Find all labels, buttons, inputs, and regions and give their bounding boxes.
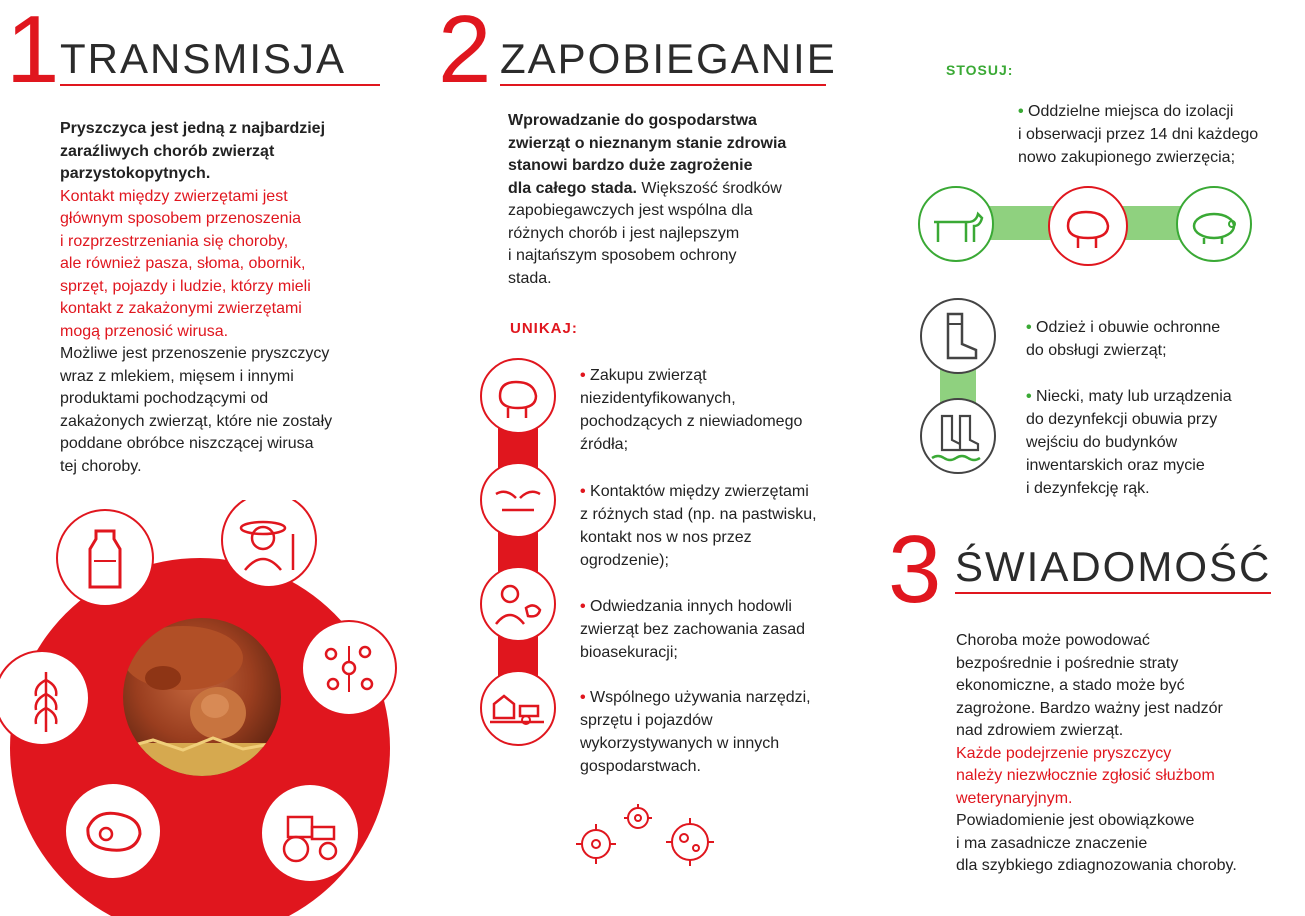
section1-red-line: i rozprzestrzeniania się choroby,: [60, 232, 289, 250]
avoid-item-line: • Zakupu zwierząt: [580, 364, 860, 387]
section1-plain-line: zakażonych zwierząt, które nie zostały: [60, 412, 333, 430]
avoid-item-line: sprzętu i pojazdów: [580, 712, 713, 729]
apply-item-line: • Niecki, maty lub urządzenia: [1026, 385, 1296, 408]
section1-number: 1: [6, 0, 60, 103]
section3-line: bezpośrednie i pośrednie straty: [956, 654, 1179, 672]
section1-red-line: Kontakt między zwierzętami jest: [60, 187, 288, 205]
sheep-icon: [1048, 186, 1128, 266]
avoid-item-line: ogrodzenie);: [580, 552, 669, 569]
apply-item-line: i obserwacji przez 14 dni każdego: [1018, 126, 1259, 143]
apply-label: STOSUJ:: [946, 62, 1014, 78]
section3-line: Powiadomienie jest obowiązkowe: [956, 812, 1195, 829]
section1-plain-line: Możliwe jest przenoszenie pryszczycy: [60, 345, 330, 362]
avoid-item-line: bioasekuracji;: [580, 644, 678, 661]
section1-text: [60, 118, 390, 478]
avoid-item: [580, 480, 870, 572]
disinfection-boots-icon: [920, 398, 996, 474]
avoid-item-line: niezidentyfikowanych,: [580, 390, 736, 407]
avoid-item-line: źródła;: [580, 436, 629, 453]
avoid-icon-column: [478, 358, 558, 748]
section3-number: 3: [888, 516, 942, 623]
avoid-item-line: pochodzących z niewiadomego: [580, 413, 803, 430]
apply-item-line: nowo zakupionego zwierzęcia;: [1018, 149, 1236, 166]
section3-line: Choroba może powodować: [956, 632, 1150, 649]
meat-icon: [64, 782, 162, 880]
avoid-item: [580, 686, 870, 778]
cow-icon: [918, 186, 994, 262]
section2-intro-mixed-line: [508, 178, 848, 201]
section1-red-line: głównym sposobem przenoszenia: [60, 210, 302, 227]
avoid-item-line: z różnych stad (np. na pastwisku,: [580, 506, 817, 523]
section3-line: i ma zasadnicze znaczenie: [956, 834, 1148, 852]
section3-rule: [955, 592, 1271, 594]
apply-item-line: • Odzież i obuwie ochronne: [1026, 316, 1286, 339]
section3-title: ŚWIADOMOŚĆ: [955, 543, 1272, 590]
section2-intro-line: stada.: [508, 269, 552, 287]
apply-item-line: do obsługi zwierząt;: [1026, 342, 1167, 359]
avoid-item-line: wykorzystywanych w innych: [580, 735, 780, 752]
section3-red-line: weterynaryjnym.: [956, 789, 1073, 807]
section2-intro: [508, 110, 848, 290]
section1-rule: [60, 84, 380, 86]
pig-icon: [1176, 186, 1252, 262]
sheep-icon: [480, 358, 556, 434]
section1-intro-line: Pryszczyca jest jedną z najbardziej: [60, 120, 326, 137]
virus-icon: [301, 620, 397, 716]
section2-number: 2: [438, 0, 492, 103]
farm-vehicles-icon: [480, 670, 556, 746]
section3-line: dla szybkiego zdiagnozowania choroby.: [956, 857, 1237, 874]
avoid-item-line: • Kontaktów między zwierzętami: [580, 480, 870, 503]
section3-red-line: Każde podejrzenie pryszczycy: [956, 744, 1172, 762]
protective-boots-column: [918, 296, 998, 480]
farmer-with-animal-icon: [480, 566, 556, 642]
milk-bottle-icon: [56, 509, 154, 607]
avoid-item-line: • Wspólnego używania narzędzi,: [580, 686, 870, 709]
section3-line: ekonomiczne, a stado może być: [956, 677, 1185, 694]
section1-red-line: mogą przenosić wirusa.: [60, 322, 229, 340]
avoid-item-line: • Odwiedzania innych hodowli: [580, 595, 870, 618]
section1-plain-line: wraz z mlekiem, mięsem i innymi: [60, 367, 294, 385]
avoid-label: UNIKAJ:: [510, 320, 578, 337]
avoid-item-line: zwierząt bez zachowania zasad: [580, 621, 806, 638]
section2-intro-line: zapobiegawczych jest wspólna dla: [508, 202, 753, 219]
avoid-item: [580, 364, 860, 456]
section1-intro-line: zaraźliwych chorób zwierząt: [60, 142, 275, 160]
section1-intro-line: parzystokopytnych.: [60, 165, 211, 182]
apply-item-line: do dezynfekcji obuwia przy: [1026, 411, 1218, 428]
wheat-icon: [0, 650, 90, 746]
avoid-item: [580, 595, 870, 664]
cow-and-calf-photo: [123, 618, 281, 776]
apply-item-line: • Oddzielne miejsca do izolacji: [1018, 100, 1302, 123]
section2-intro-line: Wprowadzanie do gospodarstwa: [508, 112, 757, 129]
avoid-connector-bar: [498, 398, 538, 698]
section2-intro-line: stanowi bardzo duże zagrożenie: [508, 157, 753, 174]
section1-plain-line: tej choroby.: [60, 457, 142, 475]
apply-item: [1026, 316, 1286, 362]
section2-intro-line: różnych chorób i jest najlepszym: [508, 224, 740, 242]
section1-red-line: kontakt z zakażonymi zwierzętami: [60, 300, 302, 317]
section2-intro-line: zwierząt o nieznanym stanie zdrowia: [508, 134, 787, 152]
apply-item-line: inwentarskich oraz mycie: [1026, 457, 1205, 474]
section2-intro-plain-part: Większość środków: [636, 179, 782, 197]
section1-red-line: ale również pasza, słoma, obornik,: [60, 255, 306, 272]
tractor-icon: [260, 783, 360, 883]
section3-line: zagrożone. Bardzo ważny jest nadzór: [956, 699, 1223, 717]
avoid-item-line: kontakt nos w nos przez: [580, 529, 752, 546]
apply-item-line: i dezynfekcję rąk.: [1026, 480, 1150, 497]
section3-red-line: należy niezwłocznie zgłosić służbom: [956, 767, 1215, 784]
section2-intro-line: i najtańszym sposobem ochrony: [508, 247, 737, 264]
boot-icon: [920, 298, 996, 374]
apply-item-line: wejściu do budynków: [1026, 434, 1178, 451]
apply-item: [1026, 385, 1296, 500]
animals-contact-icon: [480, 462, 556, 538]
section3-line: nad zdrowiem zwierząt.: [956, 722, 1124, 739]
section3-text: [956, 630, 1296, 878]
decorative-viruses-icon: [568, 798, 748, 878]
apply-item: [1018, 100, 1302, 169]
section1-red-line: sprzęt, pojazdy i ludzie, którzy mieli: [60, 277, 311, 295]
section2-title: ZAPOBIEGANIE: [500, 35, 837, 82]
section2-rule: [500, 84, 826, 86]
section1-plain-line: poddane obróbce niszczącej wirusa: [60, 435, 314, 452]
transmission-illustration: [0, 500, 420, 916]
isolation-animals-row: [918, 182, 1258, 268]
section1-plain-line: produktami pochodzącymi od: [60, 390, 269, 407]
section1-title: TRANSMISJA: [60, 35, 347, 82]
farmer-icon: [221, 500, 317, 588]
section2-intro-bold-part: dla całego stada.: [508, 179, 637, 197]
avoid-item-line: gospodarstwach.: [580, 758, 701, 775]
